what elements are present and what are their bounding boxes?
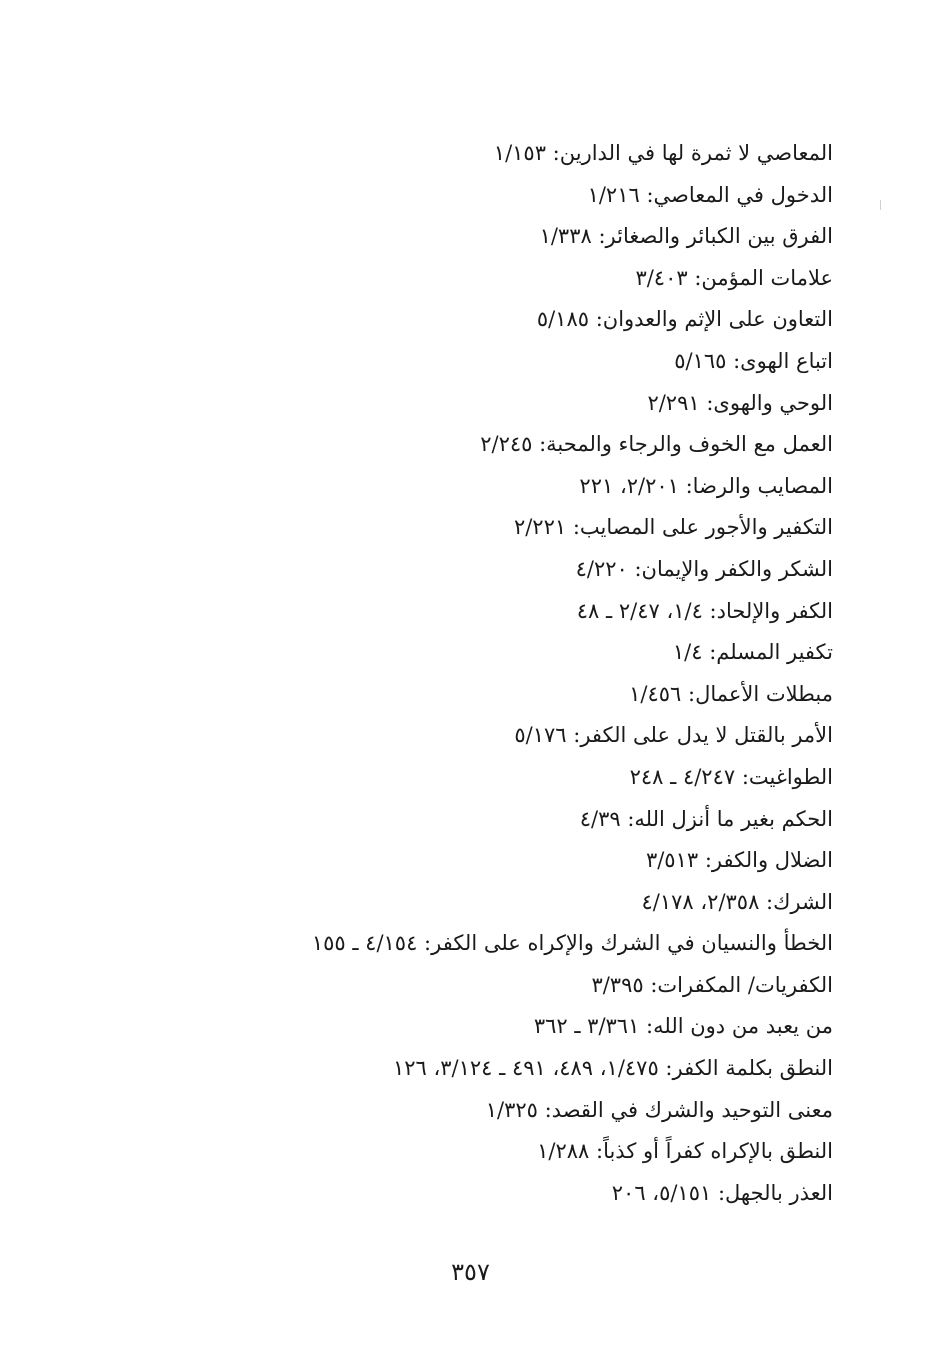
index-list [313,133,833,1214]
index-entry: الوحي والهوى: ٢/٢٩١ [647,390,833,415]
index-entry: الكفر والإلحاد: ١/٤، ٢/٤٧ ـ ٤٨ [576,598,833,623]
index-entry: مبطلات الأعمال: ١/٤٥٦ [629,681,833,706]
index-entry: العذر بالجهل: ٥/١٥١، ٢٠٦ [611,1180,833,1205]
index-entry: الأمر بالقتل لا يدل على الكفر: ٥/١٧٦ [514,723,833,748]
index-entry: التعاون على الإثم والعدوان: ٥/١٨٥ [536,307,833,332]
index-entry: الخطأ والنسيان في الشرك والإكراه على الكفر: ٤/١٥٤ ـ ١٥٥ [311,931,833,956]
margin-mark [880,200,881,210]
index-entry: الطواغيت: ٤/٢٤٧ ـ ٢٤٨ [629,764,833,789]
index-entry: الشكر والكفر والإيمان: ٤/٢٢٠ [575,556,833,581]
index-entry: الدخول في المعاصي: ١/٢١٦ [587,182,833,207]
index-entry: علامات المؤمن: ٣/٤٠٣ [635,265,833,290]
index-entry: تكفير المسلم: ١/٤ [672,640,833,665]
index-entry: الفرق بين الكبائر والصغائر: ١/٣٣٨ [539,224,833,249]
index-entry: الضلال والكفر: ٣/٥١٣ [645,848,833,873]
index-entry: العمل مع الخوف والرجاء والمحبة: ٢/٢٤٥ [480,432,833,457]
index-entry: النطق بكلمة الكفر: ١/٤٧٥، ٤٨٩، ٤٩١ ـ ٣/١٢٤، ١٢٦ [392,1056,833,1081]
index-entry: معنى التوحيد والشرك في القصد: ١/٣٢٥ [485,1097,833,1122]
index-entry: المعاصي لا ثمرة لها في الدارين: ١/١٥٣ [493,141,833,165]
index-entry: الكفريات/ المكفرات: ٣/٣٩٥ [591,972,833,997]
index-entry: التكفير والأجور على المصايب: ٢/٢٢١ [513,515,833,540]
index-entry: النطق بالإكراه كفراً أو كذباً: ١/٢٨٨ [537,1139,833,1164]
page-number: ٣٥٧ [451,1258,490,1286]
index-entry: الحكم بغير ما أنزل الله: ٤/٣٩ [579,806,833,831]
index-entry: من يعبد من دون الله: ٣/٣٦١ ـ ٣٦٢ [533,1014,833,1039]
index-entry: المصايب والرضا: ٢/٢٠١، ٢٢١ [579,473,833,498]
index-entry: اتباع الهوى: ٥/١٦٥ [674,348,833,373]
index-entry: الشرك: ٢/٣٥٨، ٤/١٧٨ [641,889,833,914]
